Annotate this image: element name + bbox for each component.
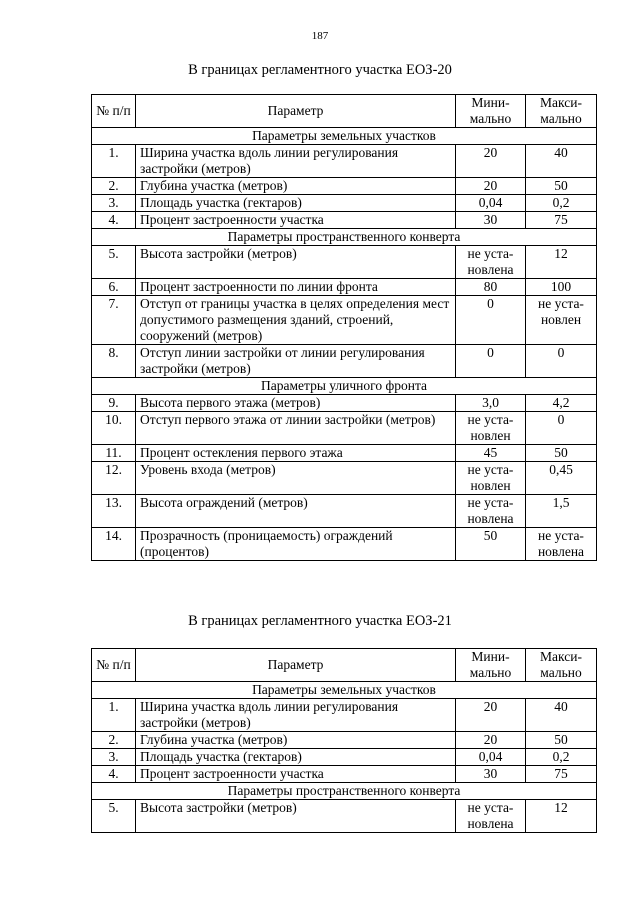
cell-max: 75 — [526, 766, 597, 783]
cell-num: 4. — [92, 766, 136, 783]
table-row — [92, 212, 597, 229]
page-number: 187 — [311, 30, 329, 42]
cell-param: Глубина участка (метров) — [136, 732, 456, 749]
table-row — [92, 800, 597, 833]
cell-num: 13. — [92, 495, 136, 528]
table-row — [92, 412, 597, 445]
cell-min: 20 — [456, 732, 526, 749]
cell-param: Высота застройки (метров) — [136, 800, 456, 833]
cell-max: не уста-новлен — [526, 296, 597, 345]
cell-min: не уста-новлена — [456, 495, 526, 528]
header-max: Макси-мально — [526, 649, 597, 682]
table-row — [92, 495, 597, 528]
section-title: Параметры земельных участков — [92, 682, 597, 699]
table-caption: В границах регламентного участка ЕОЗ-21 — [188, 613, 452, 629]
cell-num: 1. — [92, 699, 136, 732]
cell-num: 10. — [92, 412, 136, 445]
header-min: Мини-мально — [456, 95, 526, 128]
table-row — [92, 749, 597, 766]
cell-min: не уста-новлен — [456, 412, 526, 445]
cell-min: не уста-новлена — [456, 246, 526, 279]
cell-max: 50 — [526, 445, 597, 462]
cell-max: 75 — [526, 212, 597, 229]
cell-max: 12 — [526, 246, 597, 279]
cell-max: 50 — [526, 732, 597, 749]
cell-min: 80 — [456, 279, 526, 296]
cell-param: Высота первого этажа (метров) — [136, 395, 456, 412]
table-row — [92, 766, 597, 783]
cell-param: Высота ограждений (метров) — [136, 495, 456, 528]
table-header-row — [92, 649, 597, 682]
table-row — [92, 345, 597, 378]
header-param: Параметр — [136, 649, 456, 682]
cell-min: 0 — [456, 296, 526, 345]
cell-num: 9. — [92, 395, 136, 412]
table-row — [92, 178, 597, 195]
cell-param: Процент застроенности участка — [136, 212, 456, 229]
cell-num: 14. — [92, 528, 136, 561]
cell-param: Уровень входа (метров) — [136, 462, 456, 495]
section-title: Параметры пространственного конверта — [92, 229, 597, 246]
cell-max: 0,45 — [526, 462, 597, 495]
cell-min: 45 — [456, 445, 526, 462]
cell-num: 5. — [92, 800, 136, 833]
cell-num: 5. — [92, 246, 136, 279]
table-row — [92, 395, 597, 412]
table-row — [92, 732, 597, 749]
cell-param: Прозрачность (проницаемость) ограждений (процентов) — [136, 528, 456, 561]
cell-num: 2. — [92, 732, 136, 749]
cell-min: 30 — [456, 212, 526, 229]
cell-param: Ширина участка вдоль линии регулирования застройки (метров) — [136, 145, 456, 178]
cell-min: 0 — [456, 345, 526, 378]
header-num: № п/п — [92, 95, 136, 128]
section-row — [92, 783, 597, 800]
table-row — [92, 246, 597, 279]
cell-param: Отступ от границы участка в целях определения мест допустимого размещения зданий, строений, сооружений (метров) — [136, 296, 456, 345]
section-title: Параметры пространственного конверта — [92, 783, 597, 800]
section-title: Параметры уличного фронта — [92, 378, 597, 395]
table-row — [92, 145, 597, 178]
cell-min: 20 — [456, 178, 526, 195]
cell-num: 6. — [92, 279, 136, 296]
cell-min: 50 — [456, 528, 526, 561]
cell-num: 3. — [92, 749, 136, 766]
table-row — [92, 445, 597, 462]
cell-param: Площадь участка (гектаров) — [136, 195, 456, 212]
table-row — [92, 296, 597, 345]
cell-min: 20 — [456, 699, 526, 732]
cell-max: 4,2 — [526, 395, 597, 412]
parameters-table-eoz-20 — [91, 94, 597, 561]
section-row — [92, 128, 597, 145]
cell-min: 0,04 — [456, 749, 526, 766]
table-row — [92, 195, 597, 212]
cell-param: Отступ линии застройки от линии регулирования застройки (метров) — [136, 345, 456, 378]
cell-num: 7. — [92, 296, 136, 345]
cell-min: 0,04 — [456, 195, 526, 212]
cell-min: не уста-новлен — [456, 462, 526, 495]
cell-max: 0,2 — [526, 749, 597, 766]
cell-num: 12. — [92, 462, 136, 495]
cell-min: не уста-новлена — [456, 800, 526, 833]
table-row — [92, 462, 597, 495]
cell-max: 100 — [526, 279, 597, 296]
table-caption: В границах регламентного участка ЕОЗ-20 — [188, 62, 452, 78]
section-row — [92, 229, 597, 246]
cell-param: Глубина участка (метров) — [136, 178, 456, 195]
cell-num: 1. — [92, 145, 136, 178]
section-title: Параметры земельных участков — [92, 128, 597, 145]
cell-param: Процент остекления первого этажа — [136, 445, 456, 462]
cell-max: 0 — [526, 345, 597, 378]
cell-num: 11. — [92, 445, 136, 462]
table-header-row — [92, 95, 597, 128]
table-row — [92, 279, 597, 296]
cell-num: 8. — [92, 345, 136, 378]
cell-param: Площадь участка (гектаров) — [136, 749, 456, 766]
cell-max: 12 — [526, 800, 597, 833]
cell-param: Высота застройки (метров) — [136, 246, 456, 279]
cell-max: 40 — [526, 145, 597, 178]
cell-param: Отступ первого этажа от линии застройки (метров) — [136, 412, 456, 445]
table-row — [92, 699, 597, 732]
parameters-table-eoz-21 — [91, 648, 597, 833]
cell-min: 30 — [456, 766, 526, 783]
header-param: Параметр — [136, 95, 456, 128]
cell-param: Ширина участка вдоль линии регулирования застройки (метров) — [136, 699, 456, 732]
cell-max: 1,5 — [526, 495, 597, 528]
cell-num: 4. — [92, 212, 136, 229]
cell-num: 2. — [92, 178, 136, 195]
cell-max: 0,2 — [526, 195, 597, 212]
cell-min: 3,0 — [456, 395, 526, 412]
cell-max: 40 — [526, 699, 597, 732]
header-min: Мини-мально — [456, 649, 526, 682]
cell-max: 0 — [526, 412, 597, 445]
section-row — [92, 682, 597, 699]
cell-param: Процент застроенности по линии фронта — [136, 279, 456, 296]
cell-num: 3. — [92, 195, 136, 212]
section-row — [92, 378, 597, 395]
cell-param: Процент застроенности участка — [136, 766, 456, 783]
header-num: № п/п — [92, 649, 136, 682]
cell-max: 50 — [526, 178, 597, 195]
cell-min: 20 — [456, 145, 526, 178]
header-max: Макси-мально — [526, 95, 597, 128]
table-row — [92, 528, 597, 561]
cell-max: не уста-новлена — [526, 528, 597, 561]
